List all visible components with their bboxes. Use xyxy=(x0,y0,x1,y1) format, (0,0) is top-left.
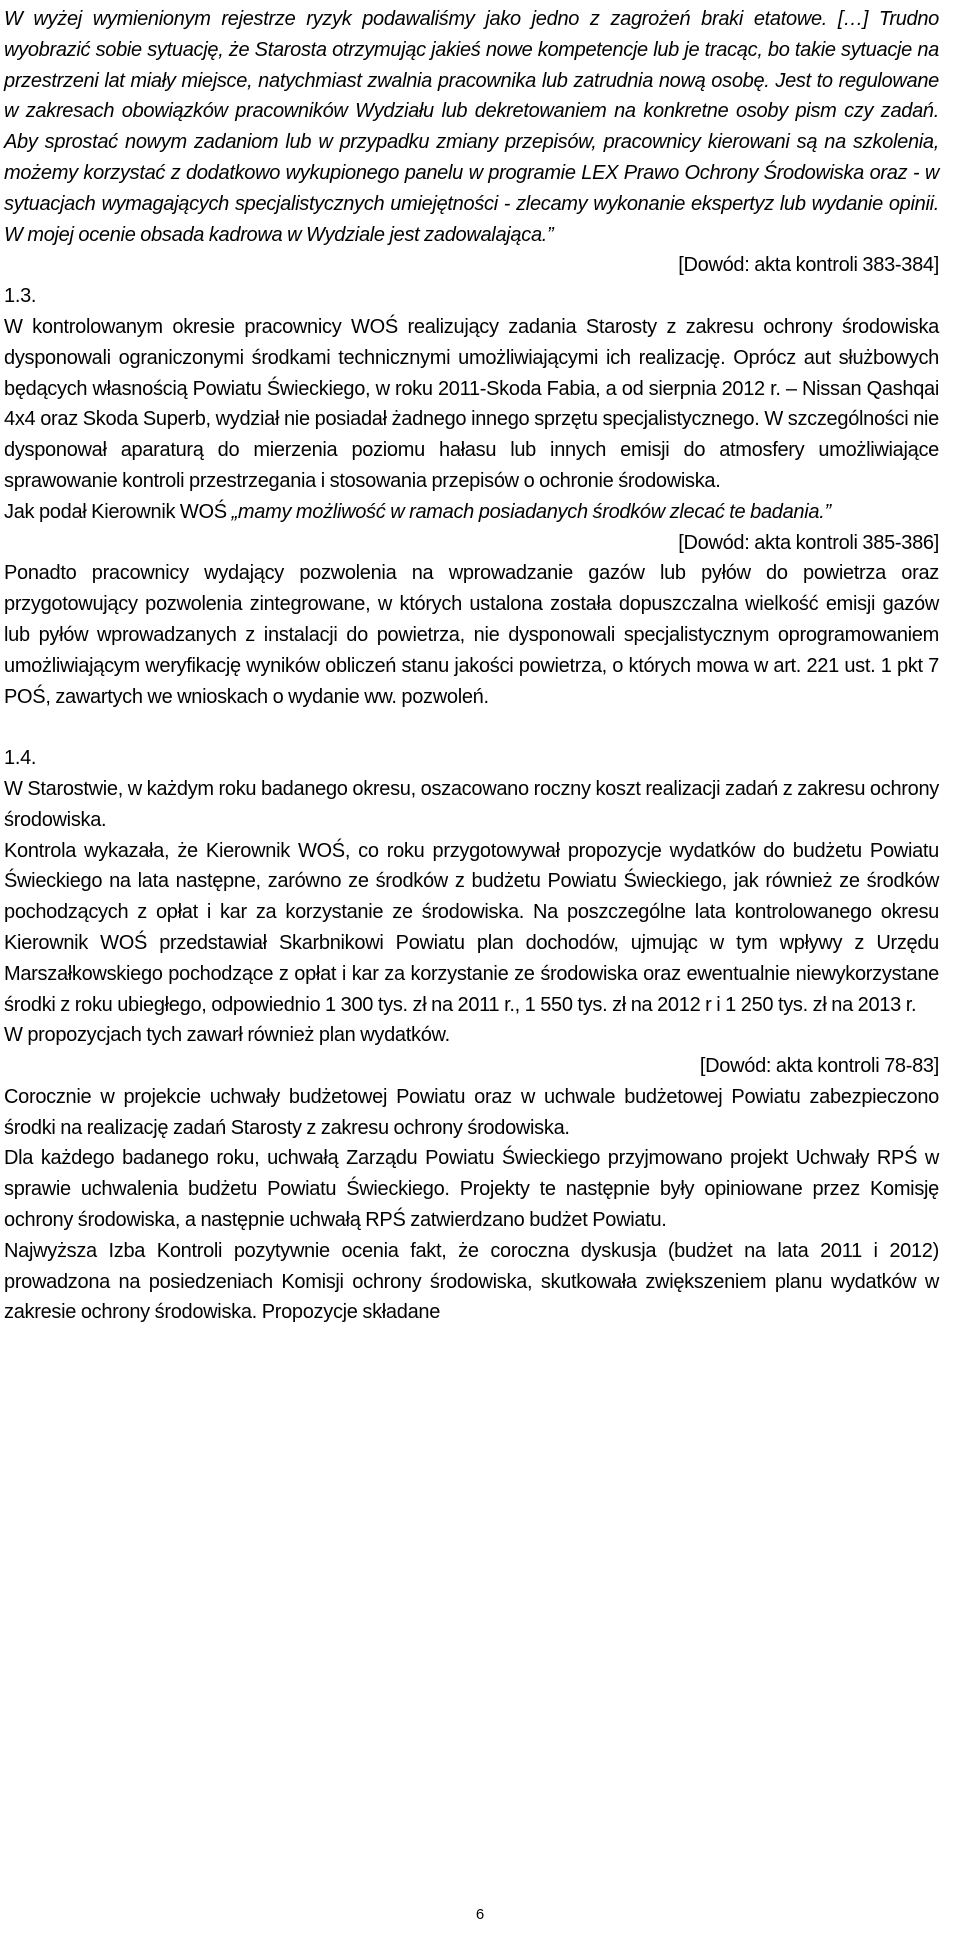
paragraph-annual-cost: W Starostwie, w każdym roku badanego okresu, oszacowano roczny koszt realizacji zadań z zakresu ochrony środowiska. xyxy=(4,777,939,831)
paragraph-budget-proposals: Kontrola wykazała, że Kierownik WOŚ, co roku przygotowywał propozycje wydatków do budżetu Powiatu Świeckiego na lata następne, zarówno ze środków z budżetu Powiatu Świeckiego, jak również ze środków pochodzących z opłat i kar za korzystanie ze środowiska. Na poszczególne lata kontrolowanego okresu Kierownik WOŚ przedstawiał Skarbnikowi Powiatu plan dochodów, ujmując w tym wpływy z Urzędu Marszałkowskiego pochodzące z opłat i kar za korzystanie ze środowiska oraz ewentualnie niewykorzystane środki z roku ubiegłego, odpowiednio 1 300 tys. zł na 2011 r., 1 550 tys. zł na 2012 r i 1 250 tys. zł na 2013 r. xyxy=(4,839,939,1016)
evidence-reference: [Dowód: akta kontroli 78-83] xyxy=(699,1055,939,1078)
paragraph-budget-resolution: Corocznie w projekcie uchwały budżetowej Powiatu oraz w uchwale budżetowej Powiatu zabezpieczono środki na realizację zadań Starosty z zakresu ochrony środowiska. xyxy=(4,1085,939,1139)
section-heading-1-4: 1.4. xyxy=(4,747,37,770)
evidence-reference: [Dowód: akta kontroli 385-386] xyxy=(678,531,939,554)
paragraph-expense-plan: W propozycjach tych zawarł również plan wydatków. xyxy=(4,1024,450,1047)
paragraph-nik-assessment: Najwyższa Izba Kontroli pozytywnie ocenia fakt, że coroczna dyskusja (budżet na lata 2011 i 2012) prowadzona na posiedzeniach Komisji ochrony środowiska, skutkowała zwiększeniem planu wydatków w zakresie ochrony środowiska. Propozycje składane xyxy=(4,1239,939,1324)
evidence-reference: [Dowód: akta kontroli 383-384] xyxy=(678,254,939,277)
paragraph-software: Ponadto pracownicy wydający pozwolenia na wprowadzanie gazów lub pyłów do powietrza oraz przygotowujący pozwolenia zintegrowane, w których ustalona została dopuszczalna wielkość emisji gazów lub pyłów wprowadzanych z instalacji do powietrza, nie dysponowali specjalistycznym oprogramowaniem umożliwiającym weryfikację wyników obliczeń stanu jakości powietrza, o których mowa w art. 221 ust. 1 pkt 7 POŚ, zawartych we wnioskach o wydanie ww. pozwoleń. xyxy=(4,562,939,708)
paragraph-lead-text: Jak podał Kierownik WOŚ xyxy=(4,500,232,523)
blank-line xyxy=(4,712,939,743)
page-number: 6 xyxy=(475,1906,485,1923)
paragraph-technical-means: W kontrolowanym okresie pracownicy WOŚ realizujący zadania Starosty z zakresu ochrony środowiska dysponowali ograniczonymi środkami technicznymi umożliwiającymi ich realizację. Oprócz aut służbowych będących własnością Powiatu Świeckiego, w roku 2011-Skoda Fabia, a od sierpnia 2012 r. – Nissan Qashqai 4x4 oraz Skoda Superb, wydział nie posiadał żadnego innego sprzętu specjalistycznego. W szczególności nie dysponował aparaturą do mierzenia poziomu hałasu lub innych emisji do atmosfery umożliwiające sprawowanie kontroli przestrzegania i stosowania przepisów o ochronie środowiska. xyxy=(4,315,939,492)
manager-quote: „mamy możliwość w ramach posiadanych środków zlecać te badania.” xyxy=(231,500,831,523)
section-heading-1-3: 1.3. xyxy=(4,285,37,308)
quoted-statement-paragraph: W wyżej wymienionym rejestrze ryzyk podawaliśmy jako jedno z zagrożeń braki etatowe. […] Trudno wyobrazić sobie sytuację, że Starosta otrzymując jakieś nowe kompetencje lub je tracąc, bo takie sytuacje na przestrzeni lat miały miejsce, natychmiast zwalnia pracownika lub zatrudnia nową osobę. Jest to regulowane w zakresach obowiązków pracowników Wydziału lub dekretowaniem na konkretne osoby pism czy zadań. Aby sprostać nowym zadaniom lub w przypadku zmiany przepisów, pracownicy kierowani są na szkolenia, możemy korzystać z dodatkowo wykupionego panelu w programie LEX Prawo Ochrony Środowiska oraz - w sytuacjach wymagających specjalistycznych umiejętności - zlecamy wykonanie ekspertyz lub wydanie opinii. W mojej ocenie obsada kadrowa w Wydziale jest zadowalająca.” xyxy=(4,8,939,246)
paragraph-board-resolution: Dla każdego badanego roku, uchwałą Zarządu Powiatu Świeckiego przyjmowano projekt Uchwały RPŚ w sprawie uchwalenia budżetu Powiatu Świeckiego. Projekty te następnie były opiniowane przez Komisję ochrony środowiska, a następnie uchwałą RPŚ zatwierdzano budżet Powiatu. xyxy=(4,1147,939,1232)
paragraph-manager-quote xyxy=(4,497,939,528)
